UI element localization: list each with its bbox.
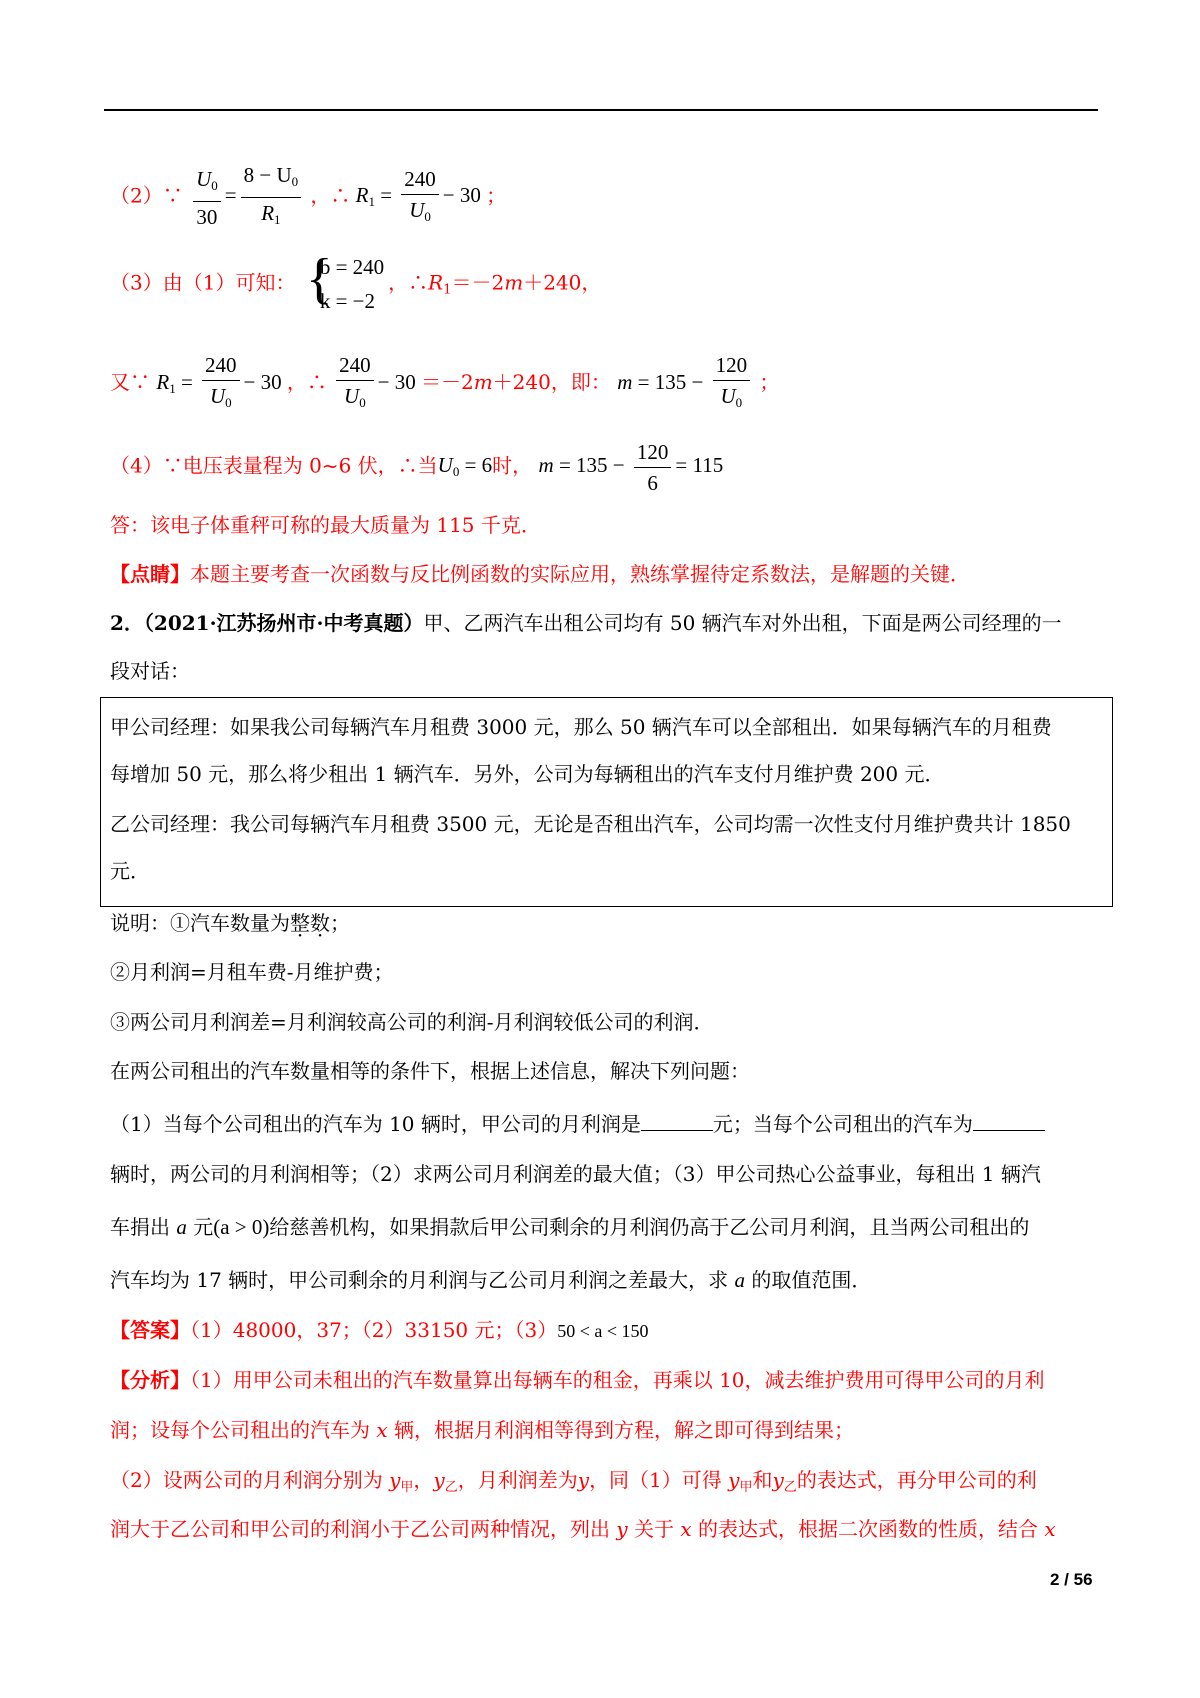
analysis-line: 润大于乙公司和甲公司的利润小于乙公司两种情况，列出 y 关于 x 的表达式，根据二次函数的性质，结合 x <box>110 1517 1056 1541</box>
solution-part-2: （2）∵ $\frac{U_0}{30}$ = $\frac{8 - U_0}{R_1}$ ，∴ $R_1$ = $\frac{240}{U_0}$ − 30 ； <box>110 160 506 235</box>
analysis-line: 润；设每个公司租出的汽车为 x 辆，根据月利润相等得到方程，解之即可得到结果； <box>110 1418 854 1442</box>
condition: 在两公司租出的汽车数量相等的条件下，根据上述信息，解决下列问题： <box>110 1059 750 1083</box>
note-1: 说明：①汽车数量为整数； <box>110 911 350 935</box>
problem-2-stem: 2．（2021·江苏扬州市·中考真题）甲、乙两汽车出租公司均有 50 辆汽车对外出租，下面是两公司经理的一 <box>110 611 1062 635</box>
note-3: ③两公司月利润差=月利润较高公司的利润-月利润较低公司的利润． <box>110 1010 714 1034</box>
solution-answer: 答：该电子体重秤可称的最大质量为 115 千克． <box>110 513 541 537</box>
question-line: （1）当每个公司租出的汽车为 10 辆时，甲公司的月利润是 元；当每个公司租出的汽车为 <box>110 1110 1045 1138</box>
solution-part-3: （3）由（1）可知： { b = 240 k = −2 ，$\therefore R_1=-2m+240$， <box>110 250 601 318</box>
fraction: $\frac{120}{6}$ <box>634 437 672 498</box>
answer-blank <box>641 1112 713 1131</box>
fraction: $\frac{U_0}{30}$ <box>193 164 221 232</box>
fraction: $\frac{8 - U_0}{R_1}$ <box>241 160 302 235</box>
analysis-tag: 【分析】 <box>110 1368 190 1392</box>
question-line: 汽车均为 17 辆时，甲公司剩余的月利润与乙公司月利润之差最大，求 a 的取值范围． <box>110 1268 872 1292</box>
question-line: 辆时，两公司的月利润相等；（2）求两公司月利润差的最大值；（3）甲公司热心公益事业，每租出 1 辆汽 <box>110 1162 1041 1186</box>
fraction: $\frac{240}{U_0}$ <box>336 350 374 418</box>
equation-system: { b = 240 k = −2 <box>305 248 385 313</box>
fraction: $\frac{120}{U_0}$ <box>713 350 751 418</box>
page-number: 2 / 56 <box>1050 1570 1093 1589</box>
solution-part-3b: 又∵ $R_1$ = $\frac{240}{U_0}$ − 30 ，∴ $\frac{240}{U_0}$ − 30 ＝－2m＋240，即： m = 135 − $\frac{120}{U_0}$ ； <box>110 350 779 418</box>
comment: 【点睛】本题主要考查一次函数与反比例函数的实际应用，熟练掌握待定系数法，是解题的关键． <box>110 562 970 586</box>
analysis-line: （2）设两公司的月利润分别为 $y_甲$，$y_乙$，月利润差为y，同（1）可得 $y_甲$和$y_乙$的表达式，再分甲公司的利 <box>110 1468 1037 1495</box>
dialog-line: 每增加 50 元，那么将少租出 1 辆汽车．另外，公司为每辆租出的汽车支付月维护费 200 元． <box>110 762 945 786</box>
problem-source: （2021·江苏扬州市·中考真题） <box>143 611 424 635</box>
problem-2-stem-2: 段对话： <box>110 659 190 683</box>
dialog-line: 元． <box>110 859 150 883</box>
dialog-line: 甲公司经理：如果我公司每辆汽车月租费 3000 元，那么 50 辆汽车可以全部租出．如果每辆汽车的月租费 <box>110 715 1052 739</box>
note-2: ②月利润=月租车费-月维护费； <box>110 960 394 984</box>
analysis-line: 【分析】（1）用甲公司未租出的汽车数量算出每辆车的租金，再乘以 10，减去维护费用可得甲公司的月利 <box>110 1368 1045 1392</box>
solution-part-4: （4）∵电压表量程为 0~6 伏，∴当$U_0 = 6$时， m = 135 − $\frac{120}{6}$ = 115 <box>110 437 723 498</box>
answer-blank <box>973 1112 1045 1131</box>
answer-2: 【答案】（1）48000，37；（2）33150 元；（3）50 < a < 150 <box>110 1318 649 1342</box>
question-line: 车捐出 a 元(a > 0)给慈善机构，如果捐款后甲公司剩余的月利润仍高于乙公司月利润，且当两公司租出的 <box>110 1215 1030 1239</box>
fraction: $\frac{240}{U_0}$ <box>202 350 240 418</box>
answer-tag: 【答案】 <box>110 1318 190 1342</box>
fraction: $\frac{240}{U_0}$ <box>401 164 439 232</box>
header-rule <box>104 109 1098 111</box>
comment-tag: 【点睛】 <box>110 562 190 586</box>
dialog-line: 乙公司经理：我公司每辆汽车月租费 3500 元，无论是否租出汽车，公司均需一次性支付月维护费共计 1850 <box>110 812 1071 836</box>
